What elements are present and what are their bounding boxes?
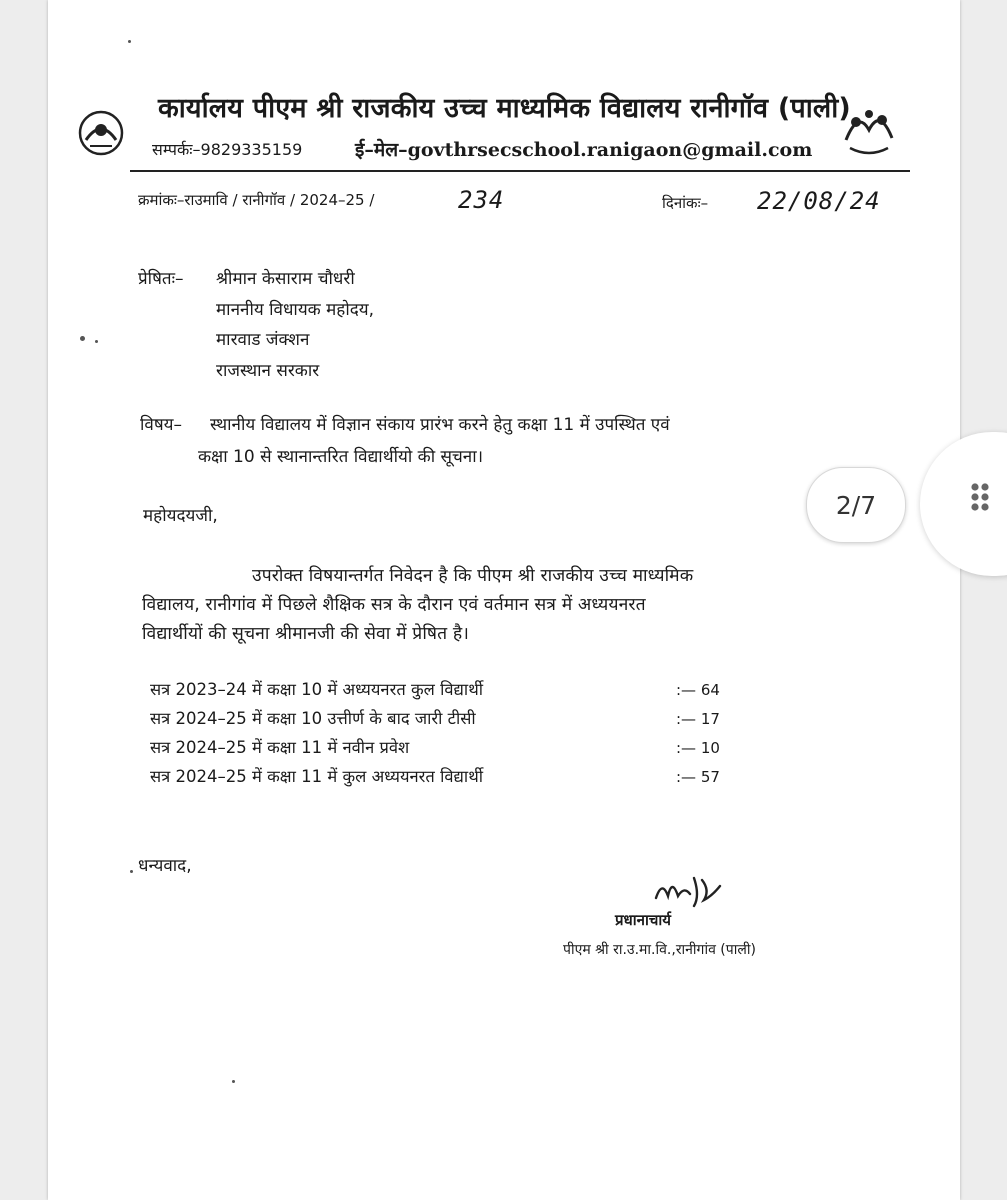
reference-number: 234 bbox=[458, 186, 505, 214]
closing-text: धन्यवाद, bbox=[138, 856, 192, 876]
contact-number: सम्पर्कः–9829335159 bbox=[152, 140, 303, 159]
body-paragraph-line: विद्यालय, रानीगांव में पिछले शैक्षिक सत्र के दौरान एवं वर्तमान सत्र में अध्ययनरत bbox=[142, 595, 646, 615]
office-title: कार्यालय पीएम श्री राजकीय उच्च माध्यमिक विद्यालय रानीगॉव (पाली) bbox=[158, 93, 851, 124]
stat-row-value: :— 17 bbox=[676, 710, 720, 728]
stat-row-value: :— 64 bbox=[676, 681, 720, 699]
date-value: 22/08/24 bbox=[757, 187, 881, 215]
subject-line: कक्षा 10 से स्थानान्तरित विद्यार्थीयो की सूचना। bbox=[198, 447, 484, 467]
body-paragraph-line: विद्यार्थीयों की सूचना श्रीमानजी की सेवा में प्रेषित है। bbox=[142, 624, 469, 644]
page-indicator: 2/7 bbox=[806, 467, 906, 543]
recipient-prefix: प्रेषितः– bbox=[138, 269, 184, 289]
body-paragraph-line: उपरोक्त विषयान्तर्गत निवेदन है कि पीएम श्री राजकीय उच्च माध्यमिक bbox=[252, 566, 694, 586]
scan-speck bbox=[232, 1080, 235, 1083]
grid-dots-icon bbox=[970, 482, 1000, 512]
subject-label: विषय– bbox=[140, 415, 183, 435]
subject-line: स्थानीय विद्यालय में विज्ञान संकाय प्रारंभ करने हेतु कक्षा 11 में उपस्थित एवं bbox=[210, 415, 670, 435]
recipient-line: माननीय विधायक महोदय, bbox=[216, 300, 375, 320]
date-label: दिनांकः– bbox=[662, 194, 709, 212]
signatory-title: प्रधानाचार्य bbox=[615, 911, 671, 929]
stat-row-label: सत्र 2023–24 में कक्षा 10 में अध्ययनरत कुल विद्यार्थी bbox=[150, 680, 484, 699]
stat-row-label: सत्र 2024–25 में कक्षा 10 उत्तीर्ण के बाद जारी टीसी bbox=[150, 709, 476, 728]
scan-speck bbox=[130, 870, 133, 873]
emblem-logo-icon bbox=[76, 108, 126, 158]
reference-label: क्रमांकः–राउमावि / रानीगॉव / 2024–25 / bbox=[138, 191, 375, 209]
scan-speck bbox=[80, 336, 85, 341]
signatory-school: पीएम श्री रा.उ.मा.वि.,रानीगांव (पाली) bbox=[563, 942, 756, 958]
header-divider bbox=[130, 170, 910, 172]
stat-row-value: :— 10 bbox=[676, 739, 720, 757]
email-address: ई–मेल–govthrsecschool.ranigaon@gmail.com bbox=[355, 139, 813, 161]
recipient-line: श्रीमान केसाराम चौधरी bbox=[216, 269, 355, 289]
recipient-line: राजस्थान सरकार bbox=[216, 361, 320, 381]
stat-row-value: :— 57 bbox=[676, 768, 720, 786]
recipient-line: मारवाड जंक्शन bbox=[216, 330, 310, 350]
scan-speck bbox=[128, 40, 131, 43]
salutation: महोयदयजी, bbox=[143, 506, 218, 526]
stat-row-label: सत्र 2024–25 में कक्षा 11 में कुल अध्ययनरत विद्यार्थी bbox=[150, 767, 484, 786]
scan-speck bbox=[95, 340, 98, 343]
signature-icon bbox=[650, 866, 740, 916]
stat-row-label: सत्र 2024–25 में कक्षा 11 में नवीन प्रवेश bbox=[150, 738, 410, 757]
